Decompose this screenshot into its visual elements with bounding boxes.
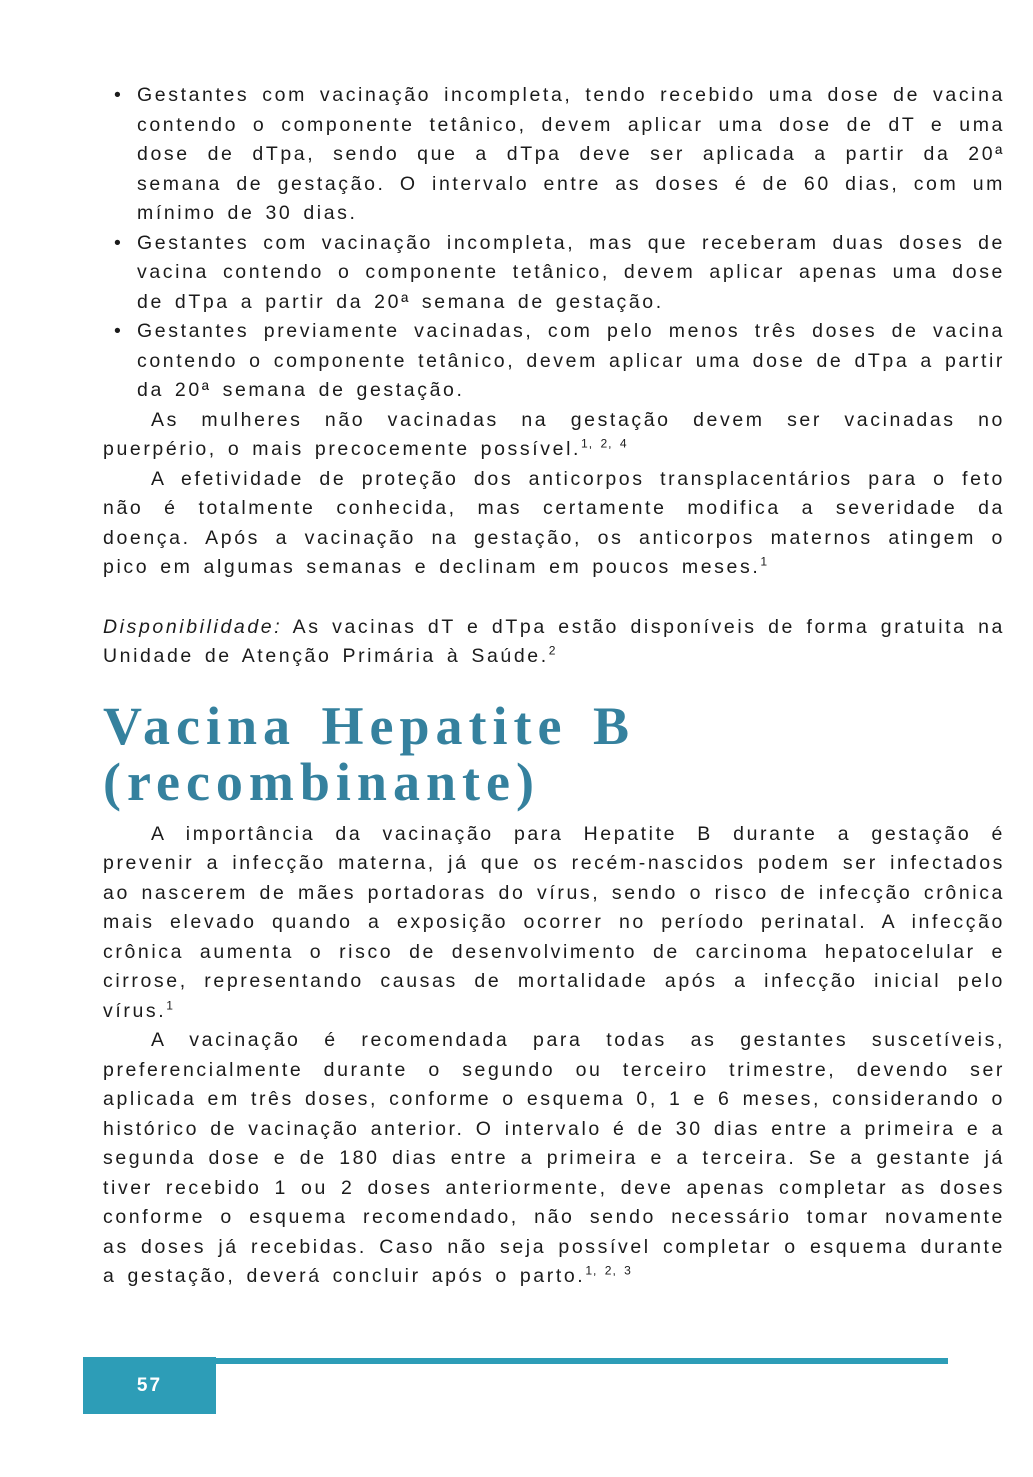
bullet-text	[137, 232, 1005, 313]
bullet-text	[137, 320, 1005, 401]
text-segment: A importância da vacinação para Hepatite B durante a gestação é prevenir a infecção materna, já que os recém-nascidos podem ser infectados ao nascerem de mães portadoras do vírus, sendo o risco de infecção crônica mais elevado quando a exposição ocorrer no período perinatal. A infecção crônica aumenta o risco de desenvolvimento de carcinoma hepatocelular e cirrose, representando causas de mortalidade após a infecção inicial pelo vírus.	[103, 822, 1005, 1022]
bullet-item	[103, 229, 1005, 318]
bullet-item	[103, 81, 1005, 229]
bullet-icon: •	[114, 320, 121, 342]
footnote-reference: 1, 2, 3	[585, 1263, 632, 1278]
paragraph-importancia	[103, 820, 1005, 1027]
text-segment: As mulheres não vacinadas na gestação devem ser vacinadas no puerpério, o mais precocemente possível.	[103, 408, 1005, 460]
bullet-list	[103, 81, 1005, 406]
section-title-line2: (recombinante)	[103, 751, 540, 812]
page-number-badge	[83, 1357, 216, 1414]
bullet-item	[103, 317, 1005, 406]
text-segment: Gestantes com vacinação incompleta, tendo recebido uma dose de vacina contendo o componente tetânico, devem aplicar uma dose de dT e uma dose de dTpa, sendo que a dTpa deve ser aplicada a partir da 20ª semana de gestação. O intervalo entre as doses é de 60 dias, com um mínimo de 30 dias.	[137, 84, 1005, 224]
text-segment: Disponibilidade:	[103, 615, 283, 638]
bullet-icon: •	[114, 231, 121, 254]
paragraph-esquema-doses	[103, 1026, 1005, 1292]
paragraph-efetividade	[103, 465, 1005, 583]
bullet-icon: •	[114, 84, 121, 106]
footer-rule	[216, 1358, 948, 1364]
page-number: 57	[136, 1375, 163, 1396]
footnote-reference: 1	[166, 998, 174, 1012]
page-content	[103, 81, 1005, 1292]
section-title-line1: Vacina Hepatite B	[103, 695, 635, 756]
paragraph-puerperio	[103, 406, 1005, 465]
text-segment: Gestantes previamente vacinadas, com pelo menos três doses de vacina contendo o componente tetânico, devem aplicar uma dose de dTpa a partir da 20ª semana de gestação.	[137, 320, 1005, 401]
footnote-reference: 2	[548, 643, 557, 658]
footnote-reference: 1, 2, 4	[581, 436, 628, 451]
paragraph-disponibilidade	[103, 613, 1005, 672]
text-segment: As vacinas dT e dTpa estão disponíveis de forma gratuita na Unidade de Atenção Primária à Saúde.	[103, 615, 1005, 667]
text-segment: A vacinação é recomendada para todas as gestantes suscetíveis, preferencialmente durante o segundo ou terceiro trimestre, devendo ser aplicada em três doses, conforme o esquema 0, 1 e 6 meses, considerando o histórico de vacinação anterior. O intervalo é de 30 dias entre a primeira e a segunda dose e de 180 dias entre a primeira e a terceira. Se a gestante já tiver recebido 1 ou 2 doses anteriormente, deve apenas completar as doses conforme o esquema recomendado, não sendo necessário tomar novamente as doses já recebidas. Caso não seja possível completar o esquema durante a gestação, deverá concluir após o parto.	[103, 1029, 1005, 1287]
text-segment: Gestantes com vacinação incompleta, mas que receberam duas doses de vacina contendo o componente tetânico, devem aplicar apenas uma dose de dTpa a partir da 20ª semana de gestação.	[137, 231, 1005, 313]
section-title	[103, 695, 1005, 812]
footnote-reference: 1	[760, 554, 769, 569]
text-segment: A efetividade de proteção dos anticorpos transplacentários para o feto não é totalmente conhecida, mas certamente modifica a severidade da doença. Após a vacinação na gestação, os anticorpos maternos atingem o pico em algumas semanas e declinam em poucos meses.	[103, 467, 1005, 578]
bullet-text	[137, 84, 1005, 224]
